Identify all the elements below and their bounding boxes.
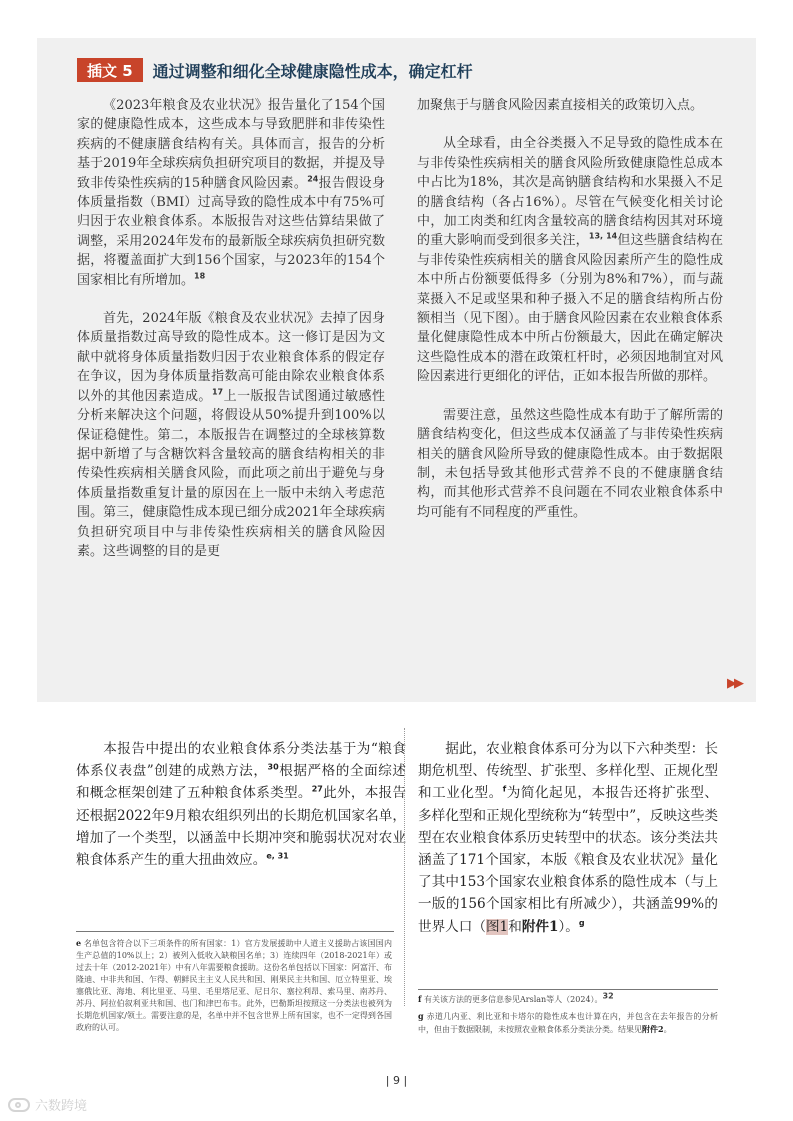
footnotes-left (76, 937, 392, 1038)
box-paragraph: 需要注意，虽然这些隐性成本有助于了解所需的膳食结构变化，但这些成本仅涵盖了与非传染性疾病相关的膳食风险所导致的健康隐性成本。由于数据限制，未包括导致其他形式营养不良的不健康膳食结构，而其他形式营养不良问题在不同农业粮食体系中均可能有不同程度的严重性。 (417, 407, 723, 520)
continue-arrow-icon: ▶▶ (727, 676, 741, 691)
box-paragraph: 从全球看，由全谷类摄入不足导致的隐性成本在与非传染性疾病相关的膳食风险所致健康隐性总成本中占比为18%，其次是高钠膳食结构和水果摄入不足的膳食结构（各占16%）。尽管在气候变化相关讨论中，加工肉类和红肉含量较高的膳食结构因其对环境的重大影响而受到很多关注，$^{13, 14}$但这些膳食结构在与非传染性疾病相关的膳食风险因素所产生的隐性成本中所占份额要低得多（分别为8%和7%），而与蔬菜摄入不足或坚果和种子摄入不足的膳食结构所占份额相当（见下图）。由于膳食风险因素在农业粮食体系量化健康隐性成本中所占份额最大，因此在确定解决这些隐性成本的潜在政策杠杆时，必须因地制宜对风险因素进行更细化的评估，正如本报告所做的那样。 (417, 136, 723, 385)
body-column-left (76, 738, 406, 871)
watermark-logo-icon (8, 1098, 30, 1112)
box-paragraph: 首先，2024年版《粮食及农业状况》去掉了因身体质量指数过高导致的隐性成本。这一修订是因为文献中就将身体质量指数归因于农业粮食体系的假定存在争议，因为身体质量指数高可能由除农业粮食体系以外的其他因素造成。$^{17}$上一版报告试图通过敏感性分析来解决这个问题，将假设从50%提升到100%以保证稳健性。第二，本版报告在调整过的全球核算数据中新增了与含糖饮料含量较高的膳食结构相关的非传染性疾病相关膳食风险，而此项之前出于避免与身体质量指数重复计量的原因在上一版中未纳入考虑范围。第三，健康隐性成本现已细分成2021年全球疾病负担研究项目中与非传染性疾病相关的膳食风险因素。这些调整的目的是更 (77, 311, 385, 559)
annex-link[interactable]: 附件2 (642, 1024, 664, 1034)
box-column-right (417, 96, 723, 541)
box-paragraph: 加聚焦于与膳食风险因素直接相关的政策切入点。 (417, 98, 704, 113)
watermark-text: 六数跨境 (35, 1099, 88, 1114)
footnotes-right (418, 993, 718, 1040)
box-title: 通过调整和细化全球健康隐性成本，确定杠杆 (152, 61, 473, 81)
body-column-right (418, 738, 718, 938)
box-paragraph: 《2023年粮食及农业状况》报告量化了154个国家的健康隐性成本，这些成本与导致肥胖和非传染性疾病的不健康膳食结构有关。具体而言，报告的分析基于2019年全球疾病负担研究项目的数据，并提及导致非传染性疾病的15种膳食风险因素。$^{24}$报告假设身体质量指数（BMI）过高导致的隐性成本中有75%可归因于农业粮食体系。本版报告对这些估算结果做了调整，采用2024年发布的最新版全球疾病负担研究数据，将覆盖面扩大到156个国家，与2023年的154个国家相比有所增加。$^{18}$ (77, 98, 385, 288)
footnote-f: f 有关该方法的更多信息参见Arslan等人（2024）。$^{32}$ (418, 991, 614, 1004)
footnote-rule (76, 931, 394, 932)
footnote-rule (418, 989, 718, 990)
body-paragraph: 据此，农业粮食体系可分为以下六种类型：长期危机型、传统型、扩张型、多样化型、正规化型和工业化型。$^f$为简化起见，本报告还将扩张型、多样化型和正规化型统称为“转型中”，反映这些类型在农业粮食体系历史转型中的状态。该分类法共涵盖了171个国家，本版《粮食及农业状况》量化了其中153个国家农业粮食体系的隐性成本（与上一版的156个国家相比有所减少），共涵盖99%的世界人口（图1和附件1）。$^g$ (418, 741, 718, 935)
sidebar-box (37, 38, 756, 702)
figure-link[interactable]: 图1 (485, 918, 509, 935)
box-tag: 插文 5 (77, 58, 143, 82)
box-header (77, 58, 473, 82)
watermark (8, 1095, 87, 1114)
footnote-g: g 赤道几内亚、利比亚和卡塔尔的隐性成本也计算在内，并包含在去年报告的分析中，但由于数据限制，未按照农业粮食体系分类法分类。结果见附件2。 (418, 1011, 719, 1034)
footnote-e: e 名单包含符合以下三项条件的所有国家：1）官方发展援助中人道主义援助占该国国内生产总值的10%以上；2）被列入低收入缺粮国名单；3）连续四年（2018-2021年）或过去十年（2012-2021年）中有八年需要粮食援助。这份名单包括以下国家：阿富汗、布隆迪、中非共和国、乍得、朝鲜民主主义人民共和国、刚果民主共和国、厄立特里亚、埃塞俄比亚、海地、利比里亚、马里、毛里塔尼亚、尼日尔、塞拉利昂、索马里、南苏丹、苏丹、阿拉伯叙利亚共和国、也门和津巴布韦。此外，巴勒斯坦按照这一分类法也被列为长期危机国家/领土。需要注意的是，名单中并不包含世界上所有国家，也不一定得到各国政府的认可。 (76, 938, 392, 1032)
column-divider (404, 728, 405, 1006)
page-number: | 9 | (385, 1074, 408, 1087)
body-paragraph: 本报告中提出的农业粮食体系分类法基于为“粮食体系仪表盘”创建的成熟方法，$^{30}$根据严格的全面综述和概念框架创建了五种粮食体系类型。$^{27}$此外，本报告还根据2022年9月粮农组织列出的长期危机国家名单，增加了一个类型，以涵盖中长期冲突和脆弱状况对农业粮食体系产生的重大扭曲效应。$^{e, 31}$ (76, 741, 407, 869)
annex-link[interactable]: 附件1 (521, 918, 559, 935)
box-column-left (77, 96, 385, 580)
